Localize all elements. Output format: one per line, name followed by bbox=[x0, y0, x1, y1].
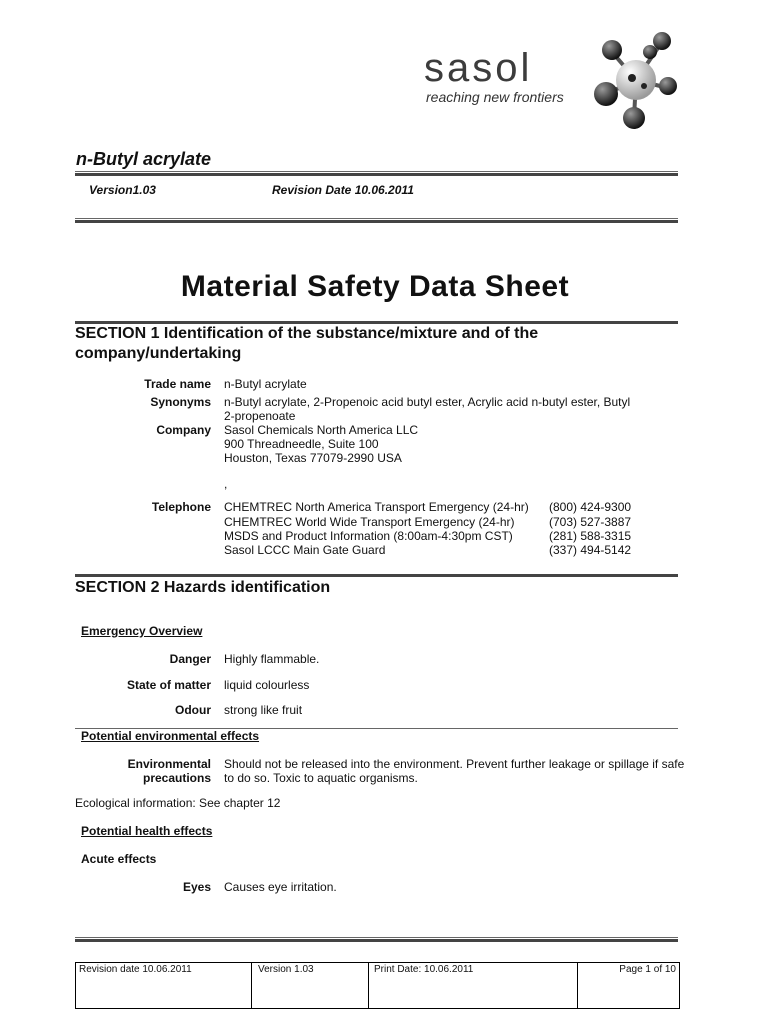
footer-page-number: Page 1 of 10 bbox=[619, 964, 676, 975]
document-title: Material Safety Data Sheet bbox=[180, 270, 570, 303]
ecological-information: Ecological information: See chapter 12 bbox=[75, 796, 281, 810]
danger-value: Highly flammable. bbox=[224, 652, 320, 666]
telephone-number: (337) 494-5142 bbox=[549, 543, 632, 557]
divider bbox=[75, 218, 678, 219]
company-line-3: Houston, Texas 77079-2990 USA bbox=[224, 451, 402, 465]
footer-print-date: Print Date: 10.06.2011 bbox=[369, 963, 578, 1008]
telephone-name: MSDS and Product Information (8:00am-4:30pm CST) bbox=[224, 529, 513, 543]
state-of-matter-label: State of matter bbox=[126, 678, 211, 692]
environmental-precautions-line-2: to do so. Toxic to aquatic organisms. bbox=[224, 771, 418, 785]
danger-label: Danger bbox=[169, 652, 211, 666]
telephone-label: Telephone bbox=[151, 500, 211, 514]
company-line-4: , bbox=[224, 477, 228, 491]
telephone-number: (281) 588-3315 bbox=[549, 529, 632, 543]
health-effects-heading: Potential health effects bbox=[81, 824, 213, 838]
environmental-precautions-label: precautions bbox=[142, 771, 211, 785]
divider bbox=[75, 220, 678, 223]
footer-divider bbox=[75, 937, 678, 938]
trade-name-label: Trade name bbox=[144, 377, 211, 391]
product-name: n-Butyl acrylate bbox=[76, 149, 212, 169]
divider bbox=[75, 171, 678, 172]
footer-version: Version 1.03 bbox=[252, 963, 369, 1008]
section-1-title: SECTION 1 Identification of the substance/mixture and of the company/undertaking bbox=[75, 325, 539, 362]
environmental-precautions-label: Environmental bbox=[127, 757, 211, 771]
synonyms-line-1: n-Butyl acrylate, 2-Propenoic acid butyl ester, Acrylic acid n-butyl ester, Butyl bbox=[224, 395, 631, 409]
telephone-name: Sasol LCCC Main Gate Guard bbox=[224, 543, 386, 557]
eyes-label: Eyes bbox=[182, 880, 211, 894]
telephone-name: CHEMTREC North America Transport Emergency (24-hr) bbox=[224, 500, 529, 514]
version-label: Version1.03 bbox=[89, 183, 156, 197]
emergency-overview-heading: Emergency Overview bbox=[81, 624, 203, 638]
state-of-matter-value: liquid colourless bbox=[224, 678, 310, 692]
telephone-name: CHEMTREC World Wide Transport Emergency (24-hr) bbox=[224, 515, 515, 529]
odour-value: strong like fruit bbox=[224, 703, 303, 717]
environmental-effects-heading: Potential environmental effects bbox=[81, 729, 260, 743]
synonyms-label: Synonyms bbox=[150, 395, 211, 409]
company-line-2: 900 Threadneedle, Suite 100 bbox=[224, 437, 379, 451]
revision-date: Revision Date 10.06.2011 bbox=[272, 183, 414, 197]
footer-revision-date: Revision date 10.06.2011 bbox=[76, 963, 252, 1008]
divider bbox=[75, 173, 678, 176]
page-footer bbox=[75, 962, 680, 1009]
eyes-value: Causes eye irritation. bbox=[224, 880, 337, 894]
footer-divider bbox=[75, 939, 678, 942]
telephone-number: (800) 424-9300 bbox=[549, 500, 632, 514]
company-tagline: reaching new frontiers bbox=[426, 89, 564, 105]
trade-name-value: n-Butyl acrylate bbox=[224, 377, 307, 391]
section-divider bbox=[75, 574, 678, 577]
section-2-title: SECTION 2 Hazards identification bbox=[75, 579, 331, 596]
odour-label: Odour bbox=[175, 703, 211, 717]
environmental-precautions-line-1: Should not be released into the environment. Prevent further leakage or spillage if safe bbox=[224, 757, 685, 771]
synonyms-line-2: 2-propenoate bbox=[224, 409, 296, 423]
company-line-1: Sasol Chemicals North America LLC bbox=[224, 423, 419, 437]
molecule-logo-icon bbox=[588, 28, 680, 132]
company-logo-wordmark: sasol bbox=[424, 46, 533, 90]
acute-effects-heading: Acute effects bbox=[81, 852, 157, 866]
company-label: Company bbox=[156, 423, 211, 437]
telephone-number: (703) 527-3887 bbox=[549, 515, 632, 529]
